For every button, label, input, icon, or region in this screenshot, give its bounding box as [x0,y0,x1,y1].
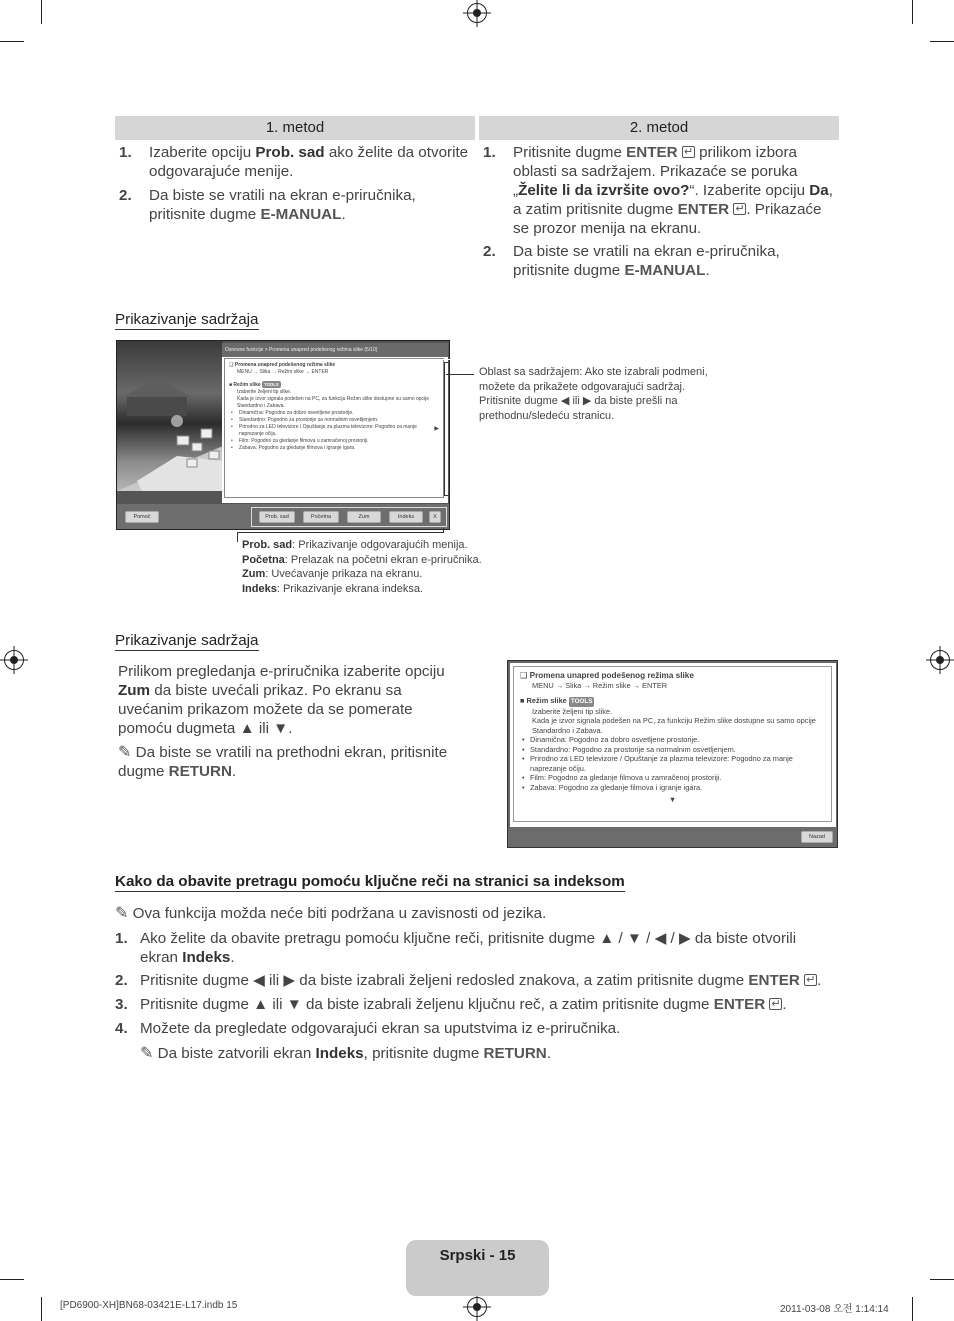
file-slug: [PD6900-XH]BN68-03421E-L17.indb 15 [60,1300,238,1311]
index-step3: 3. Pritisnite dugme ▲ ili ▼ da biste izabrali željenu ključnu reč, a zatim pritisnite dugme ENTER ↵ . [115,995,835,1015]
language-note: ✎ Ova funkcija možda neće biti podržana u zavisnosti od jezika. [115,905,547,922]
note-pencil-icon: ✎ [115,905,129,922]
section1-title: Prikazivanje sadržaja [115,311,259,328]
method1-header: 1. metod [115,116,475,140]
method1-step2: 2. Da biste se vratili na ekran e-priručnika, pritisnite dugme E-MANUAL. [119,187,416,223]
index-step4: 4. Možete da pregledate odgovarajući ekran sa uputstvima iz e-priručnika. [115,1020,621,1037]
method1-step1: 1. Izaberite opciju Prob. sad ako želite da otvorite odgovarajuće menije. [119,144,469,180]
page-number-tab: Srpski - 15 [406,1240,549,1296]
index-step1: 1. Ako želite da obavite pretragu pomoću ključne reči, pritisnite dugme ▲ / ▼ / ◀ / ▶ da biste otvorili ekran Indeks. [115,930,797,966]
crop-mark [41,0,42,24]
crop-mark [41,1297,42,1321]
zoomed-screen [507,660,838,848]
scroll-down-icon[interactable]: ▼ [668,795,677,804]
zoomed-content-area[interactable]: ❑ Promena unapred podešenog režima slike MENU → Slika → Režim slike → ENTER ■ Režim slike TOOLS Izaberite željeni tip slike. Kada je izvor signala podešen na PC, za funkciju Režim slike dostupne su samo opcije Standardno i Zabava. • Dinamična: Pogodno za dobro osvetljene prostorije. • Standardno: Pogodno za prostorije sa normalnim osvetljenjem. • Prirodno za LED televizore / Opuštanje za plazma televizore: Pogodno za manje naprezanje očiju. • Film: Pogodno za gledanje filmova u zamračenoj prostoriji. • Zabava: Pogodno za gledanje filmova i igranje igara. ▼ [513,666,832,822]
note-pencil-icon: ✎ [118,744,132,761]
enter-icon [769,998,782,1010]
try-now-button[interactable]: Prob. sad [259,511,295,523]
index-button[interactable]: Indeks [389,511,423,523]
section3-title: Kako da obavite pretragu pomoću ključne reči na stranici sa indeksom [115,873,625,890]
content-area[interactable]: ❑ Promena unapred podešenog režima slike MENU → Slika → Režim slike → ENTER ■ Režim slike TOOLS Izaberite željeni tip slike. Kada je izvor signala podešen na PC, za funkciju Režim slike dostupne su samo opcije Standardno i Zabava. • Dinamična: Pogodno za dobro osvetljene prostorije. • Standardno: Pogodno za prostorije sa normalnim osvetljenjem. • Prirodno za LED televizore / Opuštanje za plazma televizore: Pogodno za manje naprezanje očiju. • Film: Pogodno za gledanje filmova u zamračenoj prostoriji. • Zabava: Pogodno za gledanje filmova i igranje igara. ▶ [224,358,444,498]
enter-icon [733,203,746,215]
close-index-note: ✎ Da biste zatvorili ekran Indeks, pritisnite dugme RETURN. [140,1045,552,1062]
index-step2: 2. Pritisnite dugme ◀ ili ▶ da biste izabrali željeni redosled znakova, a zatim pritisnite dugme ENTER ↵ . [115,971,835,991]
registration-mark-icon [467,3,487,23]
enter-icon [804,974,817,986]
crop-mark [912,1297,913,1321]
return-note: ✎ Da biste se vratili na prethodni ekran, pritisnite dugme RETURN. [118,744,448,780]
method2-step1: 1. Pritisnite dugme ENTER ↵ prilikom izbora oblasti sa sadržajem. Prikazaće se poruka „Želite li da izvršite ovo?“. Izaberite opciju Da, a zatim pritisnite dugme ENTER ↵ . Prikazaće se prozor menija na ekranu. [483,143,835,241]
back-button[interactable]: Nazad [801,831,833,843]
registration-mark-icon [930,650,950,670]
home-button[interactable]: Početna [303,511,339,523]
close-button[interactable]: X [429,511,441,523]
method2-header: 2. metod [479,116,839,140]
section2-title: Prikazivanje sadržaja [115,632,259,649]
scene-image [117,341,223,491]
breadcrumb: Osnovne funkcije > Promena unapred podešenog režima slike (5/10) [222,343,448,357]
next-page-icon[interactable]: ▶ [434,426,439,432]
zoom-paragraph: Prilikom pregledanja e-priručnika izaberite opciju Zum da biste uvećali prikaz. Po ekranu sa uvećanim prikazom možete da se pomerate pomoću dugmeta ▲ ili ▼. [118,663,445,737]
crop-mark [0,41,24,42]
crop-mark [912,0,913,24]
crop-mark [930,41,954,42]
help-button[interactable]: Pomoć [125,511,159,523]
date-slug: 2011-03-08 오전 1:14:14 [780,1304,889,1315]
crop-mark [930,1279,954,1280]
zoom-button[interactable]: Zum [347,511,381,523]
button-legend: Prob. sad: Prikazivanje odgovarajućih menija. Početna: Prelazak na početni ekran e-priručnika. Zum: Uvećavanje prikaza na ekranu. Indeks: Prikazivanje ekrana indeksa. [242,539,482,595]
note-pencil-icon: ✎ [140,1045,154,1062]
registration-mark-icon [467,1297,487,1317]
method2-step2: 2. Da biste se vratili na ekran e-priručnika, pritisnite dugme E-MANUAL. [483,243,780,279]
registration-mark-icon [4,650,24,670]
content-panel [222,343,448,503]
enter-icon [682,146,695,158]
emanual-screen [116,340,450,530]
crop-mark [0,1279,24,1280]
bottom-bar [117,504,449,529]
content-area-callout: Oblast sa sadržajem: Ako ste izabrali podmeni, možete da prikažete odgovarajući sadržaj. Pritisnite dugme ◀ ili ▶ da biste prešli na prethodnu/sledeću stranicu. [479,366,708,422]
callout-line [444,362,445,495]
